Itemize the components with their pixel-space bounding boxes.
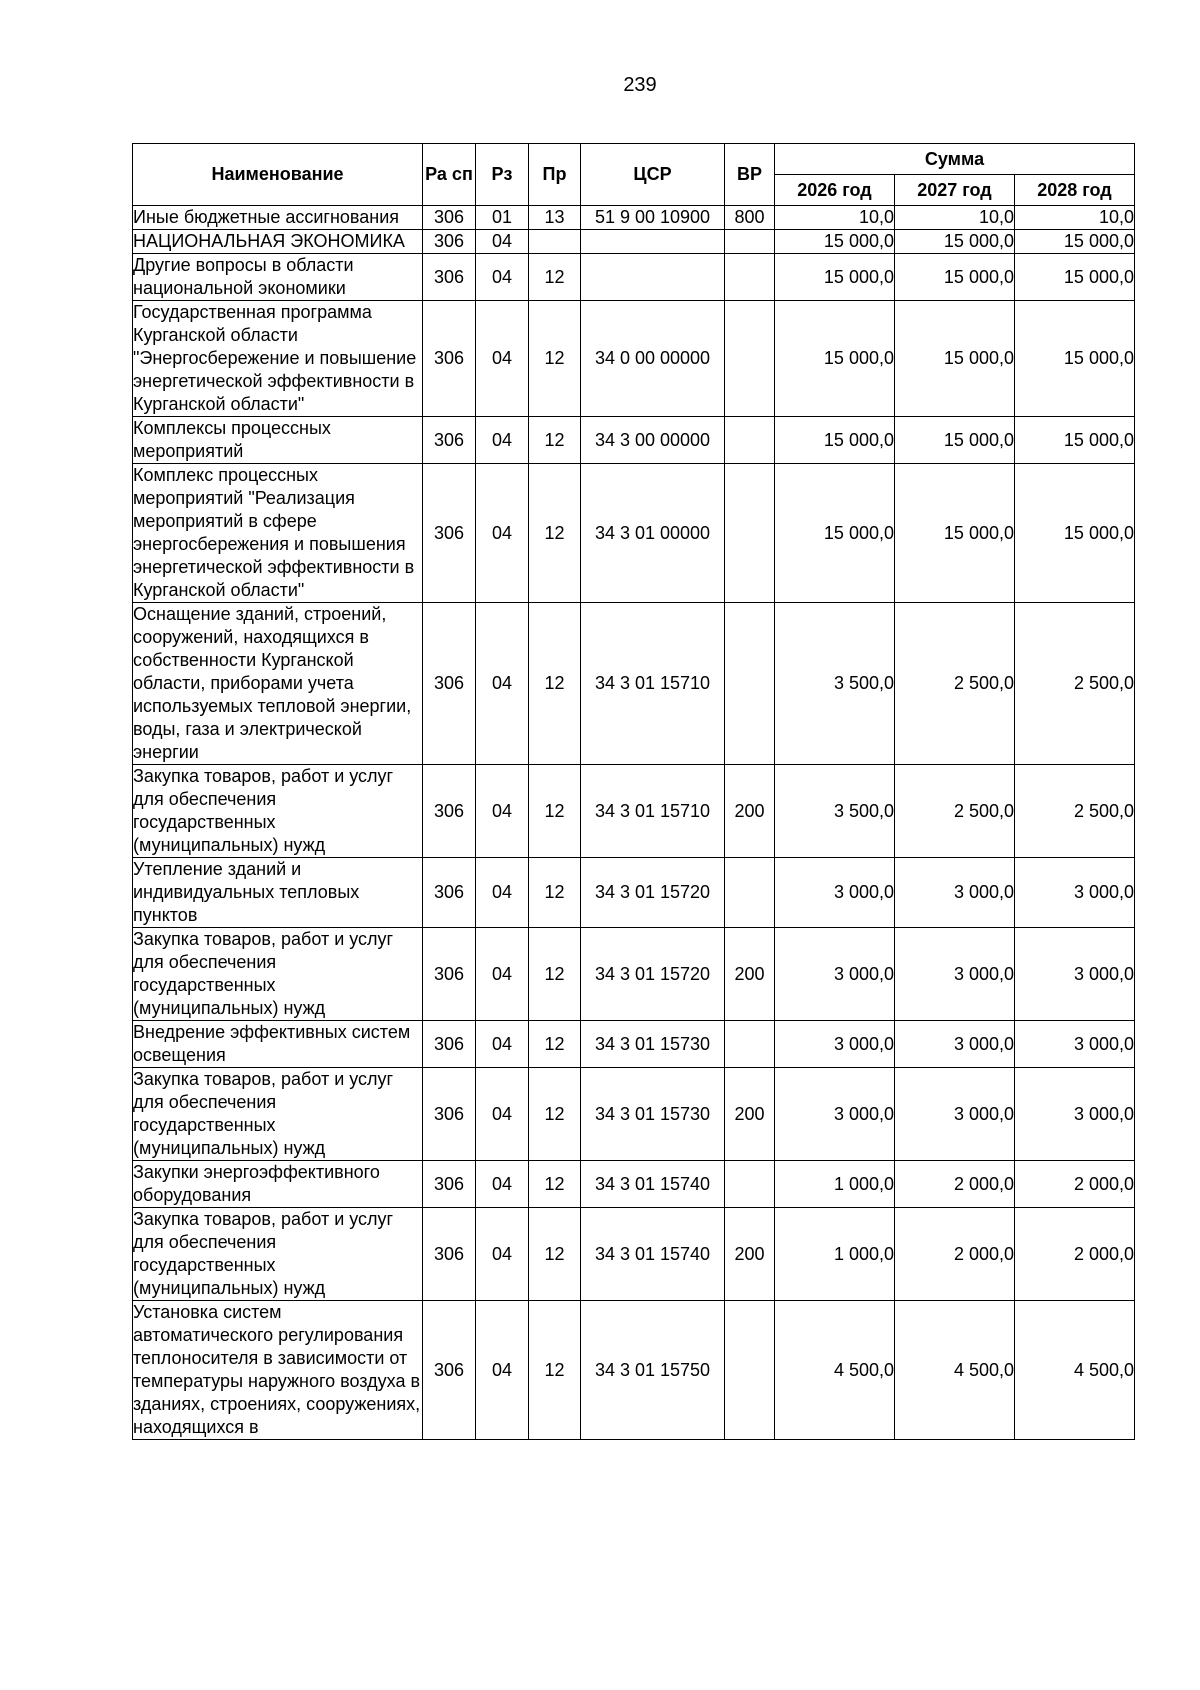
header-year-2028: 2028 год: [1015, 175, 1135, 206]
row-rz-cell: 04: [476, 1161, 529, 1208]
row-pr-cell: 12: [529, 1068, 581, 1161]
budget-table: [132, 143, 1135, 1440]
row-sum-2027-cell: 10,0: [895, 206, 1015, 230]
row-pr-cell: 12: [529, 254, 581, 301]
header-vr: ВР: [725, 144, 775, 206]
header-pr: Пр: [529, 144, 581, 206]
row-sum-2027-cell: 15 000,0: [895, 230, 1015, 254]
table-row: [133, 765, 1135, 858]
row-sum-2026-cell: 3 000,0: [775, 1068, 895, 1161]
row-name-cell: Комплекс процессных мероприятий "Реализация мероприятий в сфере энергосбережения и повышения энергетической эффективности в Курганской области": [133, 464, 423, 603]
row-rasp-cell: 306: [423, 301, 476, 417]
row-csr-cell: [581, 254, 725, 301]
header-rasp: Ра сп: [423, 144, 476, 206]
table-row: [133, 1208, 1135, 1301]
row-sum-2026-cell: 3 000,0: [775, 858, 895, 928]
row-rasp-cell: 306: [423, 858, 476, 928]
row-pr-cell: 12: [529, 417, 581, 464]
row-rasp-cell: 306: [423, 765, 476, 858]
row-sum-2026-cell: 15 000,0: [775, 230, 895, 254]
row-sum-2027-cell: 2 500,0: [895, 603, 1015, 765]
row-rasp-cell: 306: [423, 1021, 476, 1068]
row-vr-cell: 800: [725, 206, 775, 230]
row-sum-2028-cell: 2 000,0: [1015, 1208, 1135, 1301]
row-name-cell: Внедрение эффективных систем освещения: [133, 1021, 423, 1068]
row-sum-2027-cell: 15 000,0: [895, 254, 1015, 301]
row-csr-cell: 34 3 01 15720: [581, 928, 725, 1021]
row-sum-2028-cell: 2 000,0: [1015, 1161, 1135, 1208]
row-sum-2027-cell: 4 500,0: [895, 1301, 1015, 1440]
row-vr-cell: [725, 417, 775, 464]
row-sum-2026-cell: 3 500,0: [775, 765, 895, 858]
row-sum-2027-cell: 3 000,0: [895, 858, 1015, 928]
row-sum-2026-cell: 1 000,0: [775, 1161, 895, 1208]
row-rz-cell: 04: [476, 301, 529, 417]
row-csr-cell: 34 3 01 15720: [581, 858, 725, 928]
row-vr-cell: [725, 301, 775, 417]
row-sum-2027-cell: 15 000,0: [895, 417, 1015, 464]
row-name-cell: Утепление зданий и индивидуальных тепловых пунктов: [133, 858, 423, 928]
row-vr-cell: [725, 230, 775, 254]
row-vr-cell: [725, 858, 775, 928]
row-sum-2028-cell: 3 000,0: [1015, 858, 1135, 928]
row-csr-cell: [581, 230, 725, 254]
row-sum-2028-cell: 3 000,0: [1015, 1068, 1135, 1161]
header-year-2027: 2027 год: [895, 175, 1015, 206]
row-pr-cell: 12: [529, 603, 581, 765]
row-csr-cell: 34 3 01 15740: [581, 1208, 725, 1301]
row-rasp-cell: 306: [423, 1068, 476, 1161]
table-row: [133, 928, 1135, 1021]
row-name-cell: Другие вопросы в области национальной экономики: [133, 254, 423, 301]
row-csr-cell: 34 3 01 15710: [581, 765, 725, 858]
row-name-cell: Иные бюджетные ассигнования: [133, 206, 423, 230]
row-vr-cell: [725, 603, 775, 765]
row-pr-cell: 12: [529, 1161, 581, 1208]
row-csr-cell: 51 9 00 10900: [581, 206, 725, 230]
table-row: [133, 1068, 1135, 1161]
row-sum-2028-cell: 4 500,0: [1015, 1301, 1135, 1440]
header-rz: Рз: [476, 144, 529, 206]
row-rz-cell: 04: [476, 230, 529, 254]
row-pr-cell: 13: [529, 206, 581, 230]
row-vr-cell: [725, 1161, 775, 1208]
row-pr-cell: 12: [529, 1301, 581, 1440]
row-vr-cell: 200: [725, 1068, 775, 1161]
row-sum-2028-cell: 10,0: [1015, 206, 1135, 230]
row-rasp-cell: 306: [423, 417, 476, 464]
row-pr-cell: 12: [529, 301, 581, 417]
row-vr-cell: 200: [725, 765, 775, 858]
row-sum-2026-cell: 3 000,0: [775, 1021, 895, 1068]
row-sum-2026-cell: 15 000,0: [775, 464, 895, 603]
row-vr-cell: 200: [725, 928, 775, 1021]
table-row: [133, 1301, 1135, 1440]
row-rz-cell: 04: [476, 417, 529, 464]
row-rasp-cell: 306: [423, 1208, 476, 1301]
row-sum-2028-cell: 3 000,0: [1015, 1021, 1135, 1068]
table-row: [133, 301, 1135, 417]
row-sum-2028-cell: 2 500,0: [1015, 603, 1135, 765]
row-name-cell: НАЦИОНАЛЬНАЯ ЭКОНОМИКА: [133, 230, 423, 254]
row-sum-2028-cell: 15 000,0: [1015, 230, 1135, 254]
row-vr-cell: [725, 464, 775, 603]
row-name-cell: Установка систем автоматического регулирования теплоносителя в зависимости от температуры наружного воздуха в зданиях, строениях, сооружениях, находящихся в: [133, 1301, 423, 1440]
header-csr: ЦСР: [581, 144, 725, 206]
row-rz-cell: 04: [476, 603, 529, 765]
table-row: [133, 603, 1135, 765]
row-name-cell: Комплексы процессных мероприятий: [133, 417, 423, 464]
table-row: [133, 858, 1135, 928]
header-sum: Сумма: [775, 144, 1135, 175]
table-row: [133, 1161, 1135, 1208]
row-pr-cell: 12: [529, 765, 581, 858]
row-rz-cell: 04: [476, 1208, 529, 1301]
row-name-cell: Оснащение зданий, строений, сооружений, находящихся в собственности Курганской области, приборами учета используемых тепловой энергии, воды, газа и электрической энергии: [133, 603, 423, 765]
row-sum-2026-cell: 15 000,0: [775, 417, 895, 464]
row-rasp-cell: 306: [423, 230, 476, 254]
page-number: 239: [623, 74, 657, 96]
header-year-2026: 2026 год: [775, 175, 895, 206]
row-csr-cell: 34 3 01 15750: [581, 1301, 725, 1440]
row-sum-2026-cell: 3 000,0: [775, 928, 895, 1021]
row-csr-cell: 34 0 00 00000: [581, 301, 725, 417]
row-rasp-cell: 306: [423, 206, 476, 230]
row-rasp-cell: 306: [423, 1161, 476, 1208]
table-body: [133, 206, 1135, 1440]
table-row: [133, 206, 1135, 230]
row-sum-2027-cell: 3 000,0: [895, 1021, 1015, 1068]
table-row: [133, 254, 1135, 301]
row-name-cell: Закупки энергоэффективного оборудования: [133, 1161, 423, 1208]
table-row: [133, 417, 1135, 464]
row-pr-cell: 12: [529, 1208, 581, 1301]
row-rz-cell: 04: [476, 1068, 529, 1161]
row-name-cell: Закупка товаров, работ и услуг для обеспечения государственных (муниципальных) нужд: [133, 928, 423, 1021]
table-header: [133, 144, 1135, 206]
row-name-cell: Государственная программа Курганской области "Энергосбережение и повышение энергетической эффективности в Курганской области": [133, 301, 423, 417]
row-pr-cell: 12: [529, 928, 581, 1021]
row-rasp-cell: 306: [423, 603, 476, 765]
row-sum-2028-cell: 15 000,0: [1015, 254, 1135, 301]
row-csr-cell: 34 3 00 00000: [581, 417, 725, 464]
row-sum-2028-cell: 15 000,0: [1015, 301, 1135, 417]
row-sum-2026-cell: 10,0: [775, 206, 895, 230]
row-rasp-cell: 306: [423, 928, 476, 1021]
row-rz-cell: 04: [476, 928, 529, 1021]
row-vr-cell: 200: [725, 1208, 775, 1301]
row-sum-2027-cell: 3 000,0: [895, 1068, 1015, 1161]
row-sum-2026-cell: 15 000,0: [775, 254, 895, 301]
table-row: [133, 1021, 1135, 1068]
row-sum-2027-cell: 15 000,0: [895, 464, 1015, 603]
row-csr-cell: 34 3 01 00000: [581, 464, 725, 603]
row-vr-cell: [725, 254, 775, 301]
row-sum-2028-cell: 3 000,0: [1015, 928, 1135, 1021]
row-csr-cell: 34 3 01 15730: [581, 1068, 725, 1161]
row-csr-cell: 34 3 01 15740: [581, 1161, 725, 1208]
header-name: Наименование: [133, 144, 423, 206]
row-rz-cell: 04: [476, 1021, 529, 1068]
row-sum-2026-cell: 1 000,0: [775, 1208, 895, 1301]
row-rz-cell: 01: [476, 206, 529, 230]
row-rasp-cell: 306: [423, 464, 476, 603]
table-row: [133, 230, 1135, 254]
row-name-cell: Закупка товаров, работ и услуг для обеспечения государственных (муниципальных) нужд: [133, 1068, 423, 1161]
row-sum-2027-cell: 15 000,0: [895, 301, 1015, 417]
table-row: [133, 464, 1135, 603]
row-rz-cell: 04: [476, 254, 529, 301]
row-sum-2027-cell: 2 000,0: [895, 1161, 1015, 1208]
row-rasp-cell: 306: [423, 254, 476, 301]
row-pr-cell: 12: [529, 464, 581, 603]
row-sum-2026-cell: 3 500,0: [775, 603, 895, 765]
row-pr-cell: 12: [529, 1021, 581, 1068]
row-sum-2028-cell: 2 500,0: [1015, 765, 1135, 858]
row-csr-cell: 34 3 01 15710: [581, 603, 725, 765]
row-sum-2028-cell: 15 000,0: [1015, 417, 1135, 464]
row-rz-cell: 04: [476, 765, 529, 858]
row-sum-2026-cell: 4 500,0: [775, 1301, 895, 1440]
row-name-cell: Закупка товаров, работ и услуг для обеспечения государственных (муниципальных) нужд: [133, 765, 423, 858]
row-vr-cell: [725, 1301, 775, 1440]
row-sum-2027-cell: 2 000,0: [895, 1208, 1015, 1301]
row-name-cell: Закупка товаров, работ и услуг для обеспечения государственных (муниципальных) нужд: [133, 1208, 423, 1301]
row-csr-cell: 34 3 01 15730: [581, 1021, 725, 1068]
row-pr-cell: 12: [529, 858, 581, 928]
row-vr-cell: [725, 1021, 775, 1068]
row-rz-cell: 04: [476, 464, 529, 603]
row-sum-2027-cell: 2 500,0: [895, 765, 1015, 858]
row-rz-cell: 04: [476, 858, 529, 928]
row-sum-2028-cell: 15 000,0: [1015, 464, 1135, 603]
row-pr-cell: [529, 230, 581, 254]
row-rasp-cell: 306: [423, 1301, 476, 1440]
row-sum-2027-cell: 3 000,0: [895, 928, 1015, 1021]
row-rz-cell: 04: [476, 1301, 529, 1440]
row-sum-2026-cell: 15 000,0: [775, 301, 895, 417]
